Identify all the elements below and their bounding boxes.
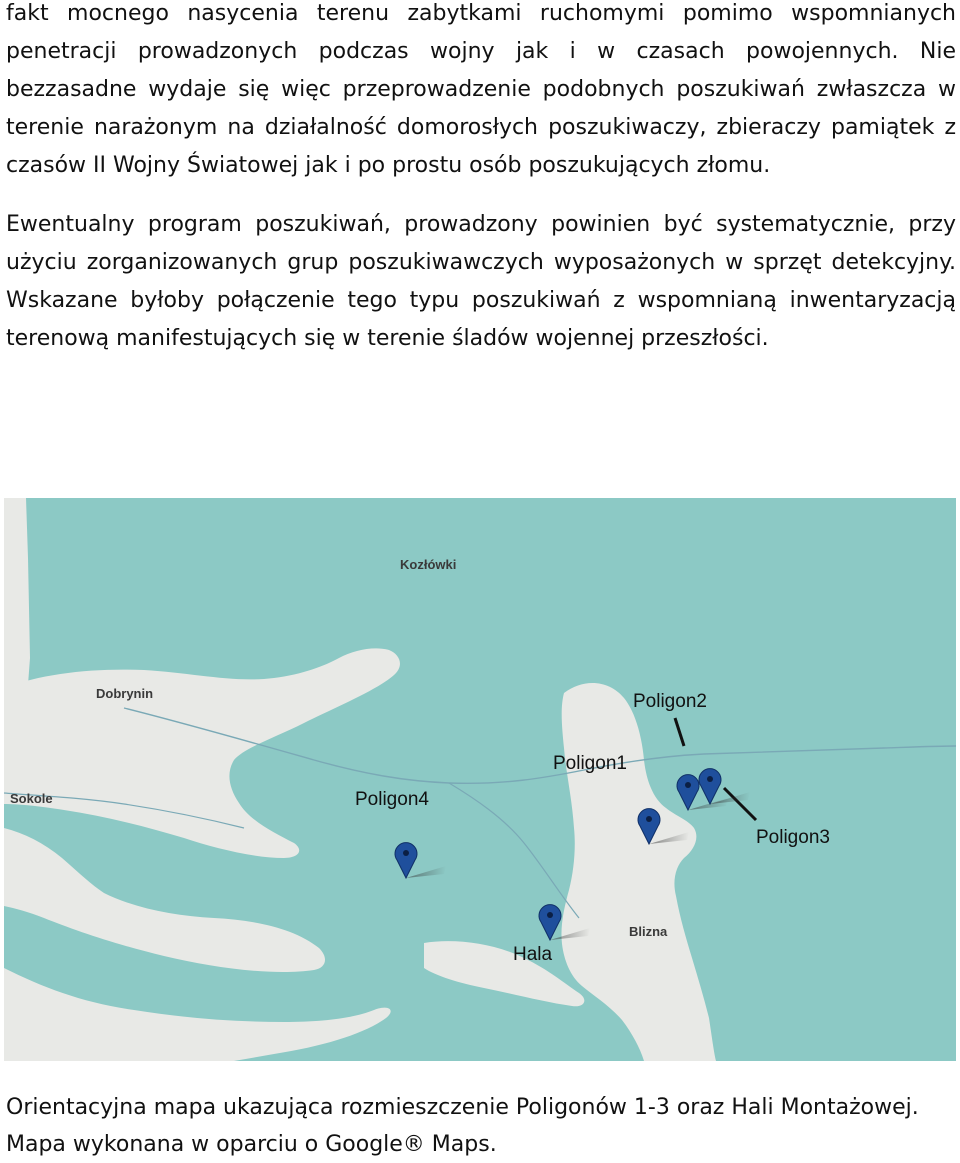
marker-label-hala: Hala [513, 944, 553, 965]
paragraph-2-line: terenową manifestujących się w terenie śladów wojennej przeszłości. [6, 326, 769, 351]
paragraph-2-line: użyciu zorganizowanych grup poszukiwawczych wyposażonych w sprzęt detekcyjny. [6, 250, 956, 275]
place-label-sokole: Sokole [10, 791, 53, 806]
marker-label-poligon4: Poligon4 [355, 789, 429, 810]
marker-label-poligon3: Poligon3 [756, 827, 830, 848]
paragraph-2-line: Ewentualny program poszukiwań, prowadzony powinien być systematycznie, przy [6, 212, 956, 237]
paragraph-1-line: bezzasadne wydaje się więc przeprowadzenie podobnych poszukiwań zwłaszcza w [6, 77, 956, 102]
figure-caption [6, 1089, 956, 1163]
place-label-kozlowki: Kozłówki [400, 557, 457, 572]
map-figure [4, 498, 956, 1061]
place-label-blizna: Blizna [629, 924, 668, 939]
marker-label-poligon2: Poligon2 [633, 691, 707, 712]
paragraph-1-line: fakt mocnego nasycenia terenu zabytkami ruchomymi pomimo wspomnianych [6, 1, 956, 26]
paragraph-1 [6, 0, 956, 185]
caption-line-1: Orientacyjna mapa ukazująca rozmieszczenie Poligonów 1-3 oraz Hali Montażowej. [6, 1095, 919, 1120]
paragraph-1-line: czasów II Wojny Światowej jak i po prostu osób poszukujących złomu. [6, 153, 771, 178]
paragraph-1-line: penetracji prowadzonych podczas wojny jak i w czasach powojennych. Nie [6, 39, 956, 64]
paragraph-2 [6, 206, 956, 358]
paragraph-2-line: Wskazane byłoby połączenie tego typu poszukiwań z wspomnianą inwentaryzacją [6, 288, 956, 313]
caption-line-2: Mapa wykonana w oparciu o Google® Maps. [6, 1132, 497, 1157]
place-label-dobrynin: Dobrynin [96, 686, 154, 701]
paragraph-1-line: terenie narażonym na działalność domorosłych poszukiwaczy, zbieraczy pamiątek z [6, 115, 956, 140]
marker-label-poligon1: Poligon1 [553, 753, 627, 774]
